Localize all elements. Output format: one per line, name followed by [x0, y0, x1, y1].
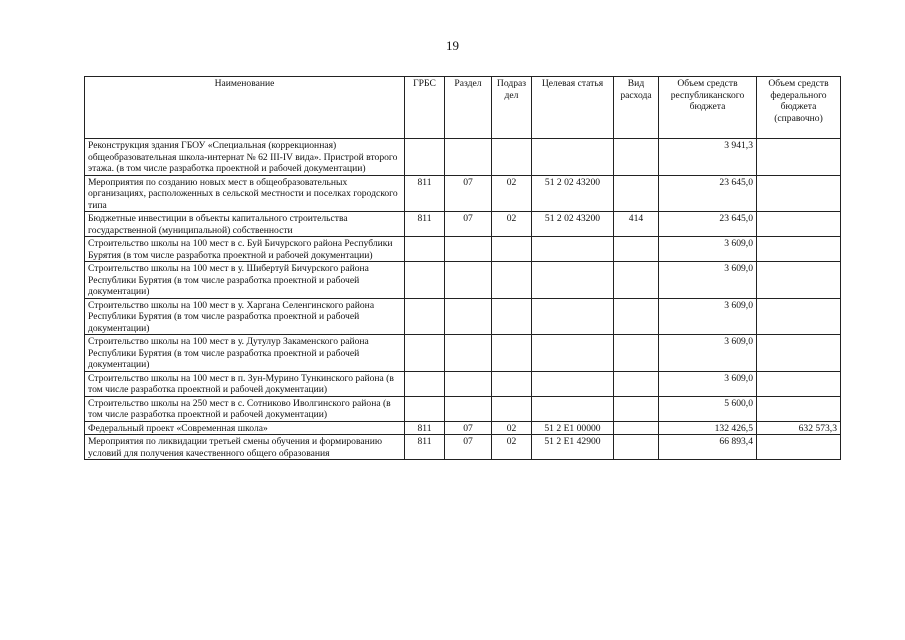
header-name: Наименование	[85, 77, 405, 139]
row-republic: 3 941,3	[659, 139, 757, 176]
row-republic: 5 600,0	[659, 396, 757, 421]
row-name: Мероприятия по созданию новых мест в общеобразовательных организациях, расположенных в сельской местности и поселках городского типа	[85, 175, 405, 212]
header-section: Раздел	[445, 77, 492, 139]
row-federal	[757, 262, 841, 299]
table-header-row	[85, 77, 841, 139]
row-subsection	[492, 262, 532, 299]
row-target	[532, 298, 614, 335]
row-republic: 3 609,0	[659, 335, 757, 372]
row-section: 07	[445, 421, 492, 435]
row-subsection	[492, 298, 532, 335]
row-federal	[757, 212, 841, 237]
row-subsection	[492, 371, 532, 396]
row-target	[532, 237, 614, 262]
table-row	[85, 298, 841, 335]
row-section	[445, 237, 492, 262]
row-federal	[757, 435, 841, 460]
row-federal	[757, 237, 841, 262]
table-row	[85, 371, 841, 396]
row-grbs: 811	[405, 175, 445, 212]
row-grbs: 811	[405, 435, 445, 460]
row-name: Строительство школы на 100 мест в с. Буй Бичурского района Республики Бурятия (в том числе разработка проектной и рабочей документации)	[85, 237, 405, 262]
row-republic: 3 609,0	[659, 371, 757, 396]
row-target	[532, 396, 614, 421]
row-target	[532, 335, 614, 372]
header-grbs: ГРБС	[405, 77, 445, 139]
row-federal	[757, 298, 841, 335]
row-target	[532, 139, 614, 176]
row-grbs	[405, 139, 445, 176]
row-federal	[757, 335, 841, 372]
row-subsection	[492, 335, 532, 372]
row-subsection: 02	[492, 175, 532, 212]
row-name: Бюджетные инвестиции в объекты капитального строительства государственной (муниципальной) собственности	[85, 212, 405, 237]
row-name: Строительство школы на 100 мест в у. Дутулур Закаменского района Республики Бурятия (в том числе разработка проектной и рабочей документации)	[85, 335, 405, 372]
table-row	[85, 139, 841, 176]
row-subsection	[492, 139, 532, 176]
row-republic: 23 645,0	[659, 175, 757, 212]
row-expense-type	[614, 335, 659, 372]
row-expense-type	[614, 237, 659, 262]
row-name: Строительство школы на 100 мест в п. Зун-Мурино Тункинского района (в том числе разработка проектной и рабочей документации)	[85, 371, 405, 396]
table-row	[85, 212, 841, 237]
row-subsection	[492, 237, 532, 262]
row-target	[532, 371, 614, 396]
budget-table	[84, 76, 841, 460]
row-republic: 3 609,0	[659, 298, 757, 335]
table-row	[85, 262, 841, 299]
row-name: Федеральный проект «Современная школа»	[85, 421, 405, 435]
table-row	[85, 237, 841, 262]
row-expense-type	[614, 396, 659, 421]
row-expense-type	[614, 371, 659, 396]
row-section	[445, 139, 492, 176]
row-grbs	[405, 371, 445, 396]
row-federal: 632 573,3	[757, 421, 841, 435]
row-grbs: 811	[405, 212, 445, 237]
row-grbs	[405, 396, 445, 421]
row-section	[445, 396, 492, 421]
row-republic: 3 609,0	[659, 237, 757, 262]
row-republic: 3 609,0	[659, 262, 757, 299]
row-target: 51 2 02 43200	[532, 212, 614, 237]
row-name: Строительство школы на 250 мест в с. Сотниково Иволгинского района (в том числе разработка проектной и рабочей документации)	[85, 396, 405, 421]
table-row	[85, 335, 841, 372]
row-section: 07	[445, 212, 492, 237]
row-target: 51 2 E1 00000	[532, 421, 614, 435]
row-expense-type	[614, 139, 659, 176]
row-subsection: 02	[492, 435, 532, 460]
row-republic: 66 893,4	[659, 435, 757, 460]
row-expense-type	[614, 175, 659, 212]
row-expense-type	[614, 421, 659, 435]
row-subsection: 02	[492, 421, 532, 435]
row-grbs	[405, 335, 445, 372]
row-section	[445, 262, 492, 299]
row-name: Строительство школы на 100 мест в у. Харгана Селенгинского района Республики Бурятия (в том числе разработка проектной и рабочей документации)	[85, 298, 405, 335]
header-expense-type: Вид расхода	[614, 77, 659, 139]
row-target: 51 2 02 43200	[532, 175, 614, 212]
row-federal	[757, 175, 841, 212]
row-federal	[757, 139, 841, 176]
row-grbs	[405, 262, 445, 299]
row-republic: 23 645,0	[659, 212, 757, 237]
table-row	[85, 435, 841, 460]
header-federal-budget: Объем средств федерального бюджета (справочно)	[757, 77, 841, 139]
row-grbs: 811	[405, 421, 445, 435]
row-expense-type	[614, 435, 659, 460]
row-federal	[757, 396, 841, 421]
row-section	[445, 371, 492, 396]
table-row	[85, 175, 841, 212]
row-expense-type: 414	[614, 212, 659, 237]
header-target: Целевая статья	[532, 77, 614, 139]
row-grbs	[405, 298, 445, 335]
row-subsection: 02	[492, 212, 532, 237]
row-section	[445, 298, 492, 335]
table-row	[85, 396, 841, 421]
row-section	[445, 335, 492, 372]
table-row	[85, 421, 841, 435]
row-republic: 132 426,5	[659, 421, 757, 435]
row-expense-type	[614, 262, 659, 299]
row-target: 51 2 E1 42900	[532, 435, 614, 460]
row-expense-type	[614, 298, 659, 335]
row-grbs	[405, 237, 445, 262]
page-number: 19	[446, 38, 459, 53]
row-name: Реконструкция здания ГБОУ «Специальная (коррекционная) общеобразовательная школа-интернат № 62 III-IV вида». Пристрой второго этажа. (в том числе разработка проектной и рабочей документации)	[85, 139, 405, 176]
row-section: 07	[445, 435, 492, 460]
header-subsection: Подраз дел	[492, 77, 532, 139]
row-name: Строительство школы на 100 мест в у. Шибертуй Бичурского района Республики Бурятия (в том числе разработка проектной и рабочей документации)	[85, 262, 405, 299]
row-target	[532, 262, 614, 299]
row-section: 07	[445, 175, 492, 212]
header-republic-budget: Объем средств республиканского бюджета	[659, 77, 757, 139]
row-name: Мероприятия по ликвидации третьей смены обучения и формированию условий для получения качественного общего образования	[85, 435, 405, 460]
row-subsection	[492, 396, 532, 421]
row-federal	[757, 371, 841, 396]
